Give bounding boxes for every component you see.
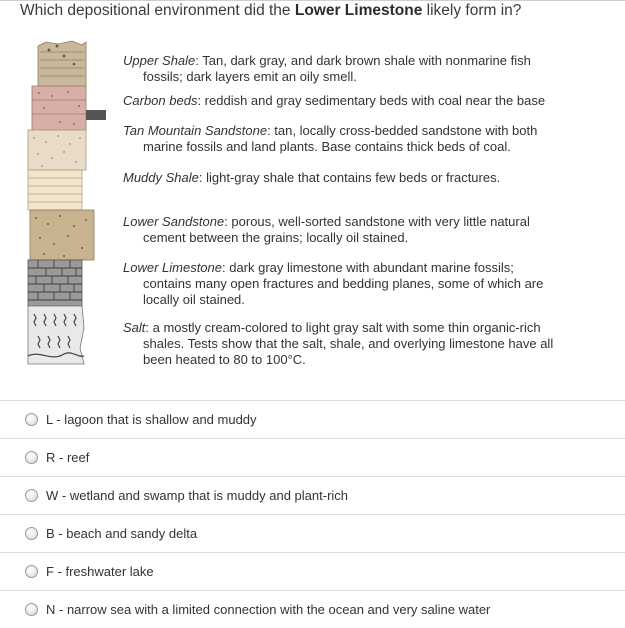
choice-label[interactable]: F - freshwater lake	[46, 564, 154, 579]
choice-label[interactable]: L - lagoon that is shallow and muddy	[46, 412, 257, 427]
tan-sandstone-layer	[28, 130, 86, 170]
radio-button[interactable]	[25, 565, 38, 578]
choice-label[interactable]: R - reef	[46, 450, 90, 465]
choice-n[interactable]	[0, 590, 625, 628]
salt-layer	[28, 306, 84, 364]
description-lower-limestone: Lower Limestone: dark gray limestone with abundant marine fossils; contains many open fractures and bedding planes, some of which are locally oil stained.	[123, 260, 544, 307]
choice-label[interactable]: W - wetland and swamp that is muddy and plant-rich	[46, 488, 349, 503]
answer-choices	[0, 400, 625, 628]
description-salt: Salt: a mostly cream-colored to light gray salt with some thin organic-rich shales. Tests show that the salt, shale, and overlying limestone have all been heated to 80 to 100°C.	[123, 320, 554, 367]
muddy-shale-layer	[28, 170, 82, 210]
question-text: Which depositional environment did the Lower Limestone likely form in?	[20, 2, 522, 19]
upper-shale-layer	[38, 41, 86, 86]
choice-r[interactable]	[0, 438, 625, 476]
description-lower-sandstone: Lower Sandstone: porous, well-sorted sandstone with very little natural cement between the grains; locally oil stained.	[123, 214, 530, 245]
choice-f[interactable]	[0, 552, 625, 590]
stratigraphic-column-icon	[24, 38, 106, 368]
radio-button[interactable]	[25, 451, 38, 464]
coal-seam	[86, 110, 106, 120]
choice-l[interactable]	[0, 400, 625, 438]
radio-button[interactable]	[25, 527, 38, 540]
choice-label[interactable]: B - beach and sandy delta	[46, 526, 198, 541]
description-carbon-beds: Carbon beds: reddish and gray sedimentary beds with coal near the base	[123, 93, 546, 108]
radio-button[interactable]	[25, 413, 38, 426]
description-muddy-shale: Muddy Shale: light-gray shale that contains few beds or fractures.	[123, 170, 501, 185]
description-tan-mountain-sandstone: Tan Mountain Sandstone: tan, locally cross-bedded sandstone with both marine fossils and land plants. Base contains thick beds of coal.	[123, 123, 538, 154]
choice-label[interactable]: N - narrow sea with a limited connection with the ocean and very saline water	[46, 602, 491, 617]
question-emphasis: Lower Limestone	[294, 2, 423, 19]
choice-b[interactable]	[0, 514, 625, 552]
radio-button[interactable]	[25, 489, 38, 502]
lower-sandstone-layer	[30, 210, 94, 260]
description-upper-shale: Upper Shale: Tan, dark gray, and dark brown shale with nonmarine fish fossils; dark layers emit an oily smell.	[123, 53, 531, 84]
choice-w[interactable]	[0, 476, 625, 514]
carbon-beds-layer	[32, 86, 86, 130]
top-divider	[0, 0, 625, 1]
radio-button[interactable]	[25, 603, 38, 616]
